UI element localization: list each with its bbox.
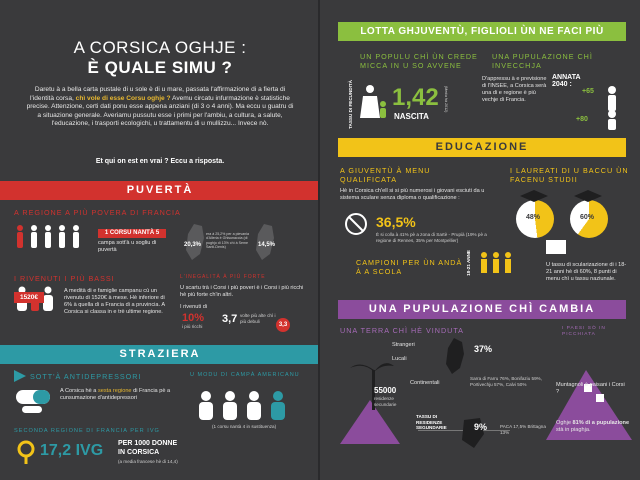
legend-lucali: Lucali (392, 356, 407, 362)
legend-continentali: Continentali (410, 380, 440, 386)
income-value: 1520€ (14, 292, 44, 303)
female-symbol-icon (14, 440, 38, 464)
poverty-pct-2: 14,5% (258, 242, 276, 248)
qualification-text: Hè in Corsica ch'ell si si più numerosi i giovani esciuti da u sistema sculare senza diploma o qualificazione : (340, 188, 485, 201)
fertility-note: (Media frà 2012) (444, 86, 448, 113)
section-band-pupulazione: UNA PUPULAZIONE CHÌ CAMBIA (338, 300, 626, 319)
towns-text: Sarra di Farru 76%, Bonifaziu 59%, Portivechju 57%, Calvi 50% (470, 376, 543, 387)
american-note: (1 corsu nantà 4 in sustituenza) (212, 424, 277, 429)
aging-text: D'appressu à e previsione di l'INSEE, a Corsica serà una di e regione è più vechje di Francia. (482, 76, 547, 103)
bac-value-2: 60% (580, 214, 595, 221)
ivg-value: 17,2 IVG (40, 442, 104, 459)
educazione-sub-2: I LAUREATI DI U BACCU ÙN FACENU STUDII (510, 166, 629, 184)
puverta-sub-1: A REGIONE A PIÙ POVERA DI FRANCIA (14, 208, 181, 217)
mountain-answer-2: stà in piaghja. (556, 427, 591, 433)
inequality-top-10-sub: i più ricchi (182, 324, 203, 329)
blackboard-icon (546, 240, 566, 256)
intro-highlight: chì vole di esse Corsu oghje ? (75, 94, 171, 102)
mountain-answer (556, 420, 632, 434)
school-people-icons (478, 250, 538, 280)
mountain-question: Muntagnoli è paisani i Corsi ? (556, 382, 625, 395)
american-people-icons (196, 390, 306, 422)
fertility-label: TASSU DI FECUNDITÀ (348, 80, 353, 129)
residences-value: 55000 (374, 386, 397, 395)
intro-question: Et qui on est en vrai ? Eccu a risposta. (95, 158, 225, 165)
inequality-text: U scartu trà i Corsi i più poveri è i Corsi i più ricchi hè più forte ch'in altri. (180, 285, 304, 298)
anti-highlight: sesta regione (97, 388, 132, 394)
ivg-note: (a media francese hè di 14,4) (118, 459, 178, 464)
gioventu-sub-2: UNA PUPULAZIONE CHÌ INVECCHJA (492, 52, 593, 70)
straziera-sub-2: U MODU DI CAMPÀ AMERICANU (190, 372, 300, 378)
mountain-answer-1: Oghje (556, 420, 571, 426)
legend-strangeri: Strangeri (392, 342, 415, 348)
fertility-word: NASCITA (394, 112, 429, 121)
people-icon-row-1 (14, 224, 86, 250)
section-band-educazione: EDUCAZIONE (338, 138, 626, 157)
educazione-sub-1: A GIUVENTÙ À MENU QUALIFICATA (340, 166, 431, 184)
plus-65: +65 (582, 88, 594, 95)
residences-text: residenze secundarie (374, 396, 397, 407)
mountain-answer-bold: 81% di a pupulazione (572, 420, 630, 426)
pct-9: 9% (474, 422, 488, 432)
poverty-pct-1: 20,3% (184, 242, 202, 248)
inequality-label: I rivenuti di (180, 304, 208, 310)
intro-text (26, 86, 294, 129)
gioventu-sub-1: UN POPULU CHÌ ÙN CREDE MICCA IN U SO AVVENE (360, 52, 478, 70)
fertility-value: 1,42 (392, 84, 439, 111)
arrow-icon (14, 370, 28, 382)
right-page (320, 0, 640, 480)
straziera-sub-3: SECONDA REGIONE DI FRANCIA PER IVG (14, 428, 160, 434)
title-line-2: È QUALE SIMU ? (87, 58, 233, 77)
corsica-map-icon (444, 338, 470, 374)
qualification-pct: 36,5% (376, 214, 416, 230)
puverta-sub-3: L'INEGALITÀ À PIÙ FORTE (180, 274, 266, 280)
pill-icon (14, 384, 54, 414)
graduation-cap-icons (520, 190, 610, 204)
tassu-label: TASSU DI RESIDENZE SEGUNDARIE (416, 414, 447, 431)
section-band-gioventu: LOTTA GHJUVENTÙ, FIGLIOLI ÙN NE FACI PIÙ (338, 22, 626, 41)
inequality-multiplier: 3,7 (222, 313, 238, 325)
plus-80: +80 (576, 116, 588, 123)
one-in-five-badge: 1 CORSU NANTÀ 5 (98, 229, 166, 238)
section-band-straziera: STRAZIERA (0, 345, 320, 364)
puverta-sub-2: I RIVENUTI I PIÙ BASSI (14, 274, 115, 283)
straziera-sub-1: SOTT'À ANTIDEPRESSORI (30, 372, 142, 381)
mother-child-icon (360, 84, 388, 120)
pupulazione-sub-2: I PAESI SÒ IN PICCHIATA (562, 326, 606, 337)
pupulazione-sub-1: UNA TERRA CHÌ HÈ VINDUTA (340, 326, 464, 335)
educazione-sub-3: CAMPIONI PER ÙN ANDÀ À A SCOLA (356, 258, 463, 276)
title-line-1: A CORSICA OGHJE : (73, 38, 247, 57)
school-text: U tassu di scularizazione di i 18-21 anni hè di 60%, 8 punti di menu chì u tassu naziunale. (546, 262, 627, 282)
one-in-five-text: campa sott'à u sogliu di puvertà (98, 240, 157, 253)
inequality-top-10: 10% (182, 312, 205, 324)
anti-part-2: di Francia pè a cunsumazione d'antidepressori (60, 388, 171, 401)
section-band-puverta: PUVERTÀ (0, 181, 320, 200)
poverty-note: era à 25,2% per a pievania d'Alleria è Ghisunaccia (di pughjo di 13% chì à Seme Santi-Denis) (206, 232, 249, 250)
ivg-location: IN CORSICA (118, 449, 160, 456)
anti-part-1: A Corsica hè a (60, 388, 97, 394)
income-text: A medità di e famiglie campanu cù un rivenutu di 1520€ à mese. Hè inferiore di 6% à quella di a Francia di a pruvincia. A Corsica si classa in e trè ultime regione. (64, 288, 165, 315)
bac-value-1: 48% (526, 214, 541, 221)
ivg-per: PER 1000 DONNE (118, 440, 178, 447)
year-label: ANNATA 2040 : (552, 74, 581, 88)
age-label: 18-21 ANNE (466, 250, 471, 276)
inequality-multiplier-text: volte più alte chì i più debuli (240, 313, 276, 324)
inequality-3-3: 3,3 (276, 318, 290, 332)
pct-37: 37% (474, 344, 493, 354)
page-title (40, 38, 280, 78)
paca-text: PACA 17,5% Brittagna 13% (500, 424, 546, 435)
no-diploma-icon (344, 212, 368, 236)
antidepressant-text (60, 388, 180, 402)
intro-part-1: Daretu à a bella carta pustale di u sole è di u mare, passata l'affirmazione di a fierta di l'identità corsa, (30, 86, 286, 102)
qualification-note: È si colla à 41% pè a zona di Sartè - Prupià (19% pè a regione di Rennes, 35% per Montpellier) (376, 232, 487, 243)
intro-part-2: Avemu circatu infurmazione è statistiche precise. Attenzione, certi dati ponu esse appena anziani (di 3 o 4 anni). Ma eccu u guatru di a situazione generale. Averiamu pussutu esse i primi per l'ambiu, a cultura, a salute, l'educazione, i trasporti ecologichi, u trattamentu di u mullizzu... Invece nò. (26, 94, 294, 128)
